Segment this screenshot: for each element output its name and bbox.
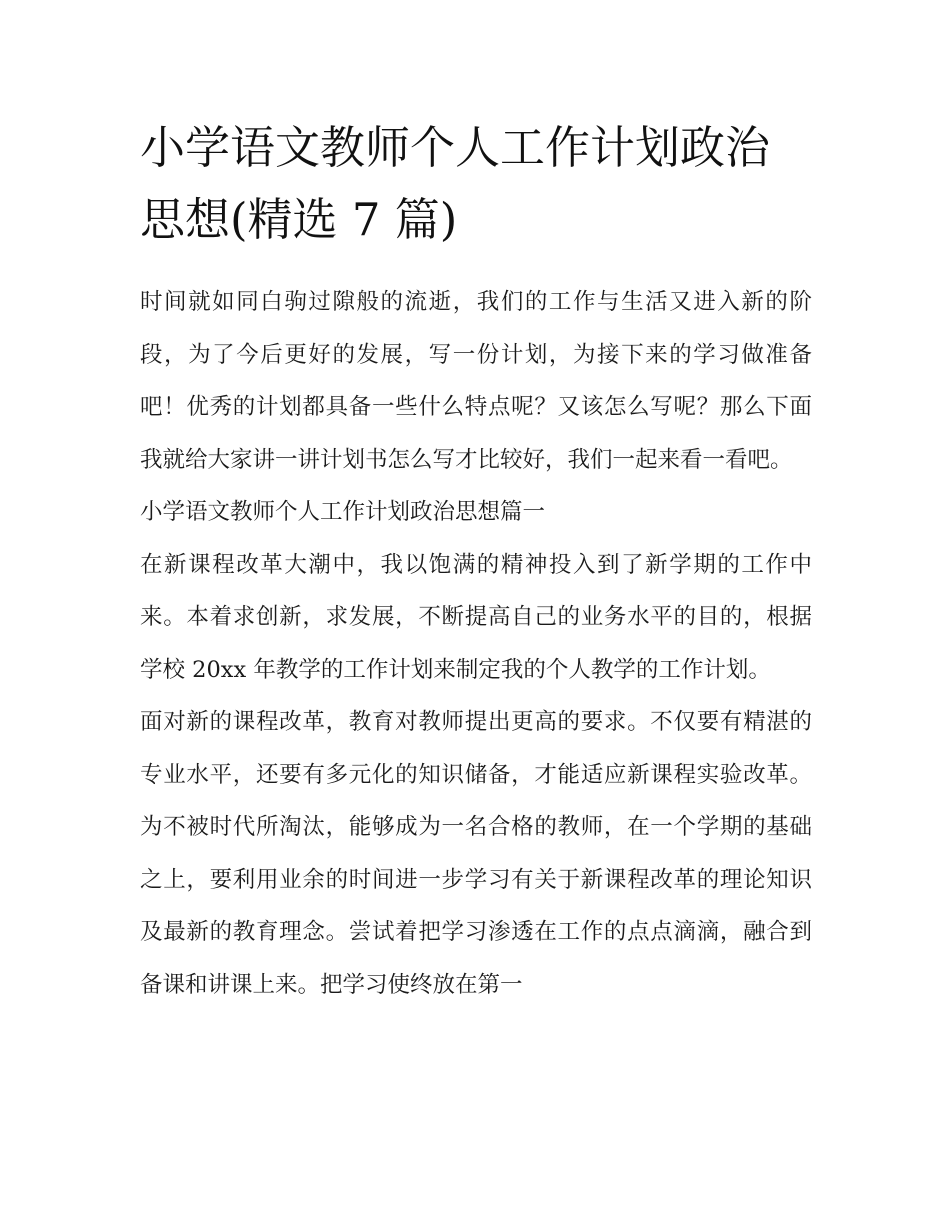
document-title: 小学语文教师个人工作计划政治思想(精选 7 篇) <box>140 121 771 246</box>
section-paragraph-1: 在新课程改革大潮中，我以饱满的精神投入到了新学期的工作中来。本着求创新，求发展，不断提高自己的业务水平的目的，根据学校 20xx 年教学的工作计划来制定我的个人教学的工作计划。 <box>140 551 812 683</box>
section-paragraph-2: 面对新的课程改革，教育对教师提出更高的要求。不仅要有精湛的专业水平，还要有多元化的知识储备，才能适应新课程实验改革。为不被时代所淘汰，能够成为一名合格的教师，在一个学期的基础之上，要利用业余的时间进一步学习有关于新课程改革的理论知识及最新的教育理念。尝试着把学习渗透在工作的点点滴滴，融合到备课和讲课上来。把学习使终放在第一 <box>140 709 812 998</box>
document-body <box>140 112 812 1011</box>
intro-paragraph: 时间就如同白驹过隙般的流逝，我们的工作与生活又进入新的阶段，为了今后更好的发展，写一份计划，为接下来的学习做准备吧！优秀的计划都具备一些什么特点呢？又该怎么写呢？那么下面我就给大家讲一讲计划书怎么写才比较好，我们一起来看一看吧。 <box>140 289 812 473</box>
section-heading: 小学语文教师个人工作计划政治思想篇一 <box>140 499 546 525</box>
